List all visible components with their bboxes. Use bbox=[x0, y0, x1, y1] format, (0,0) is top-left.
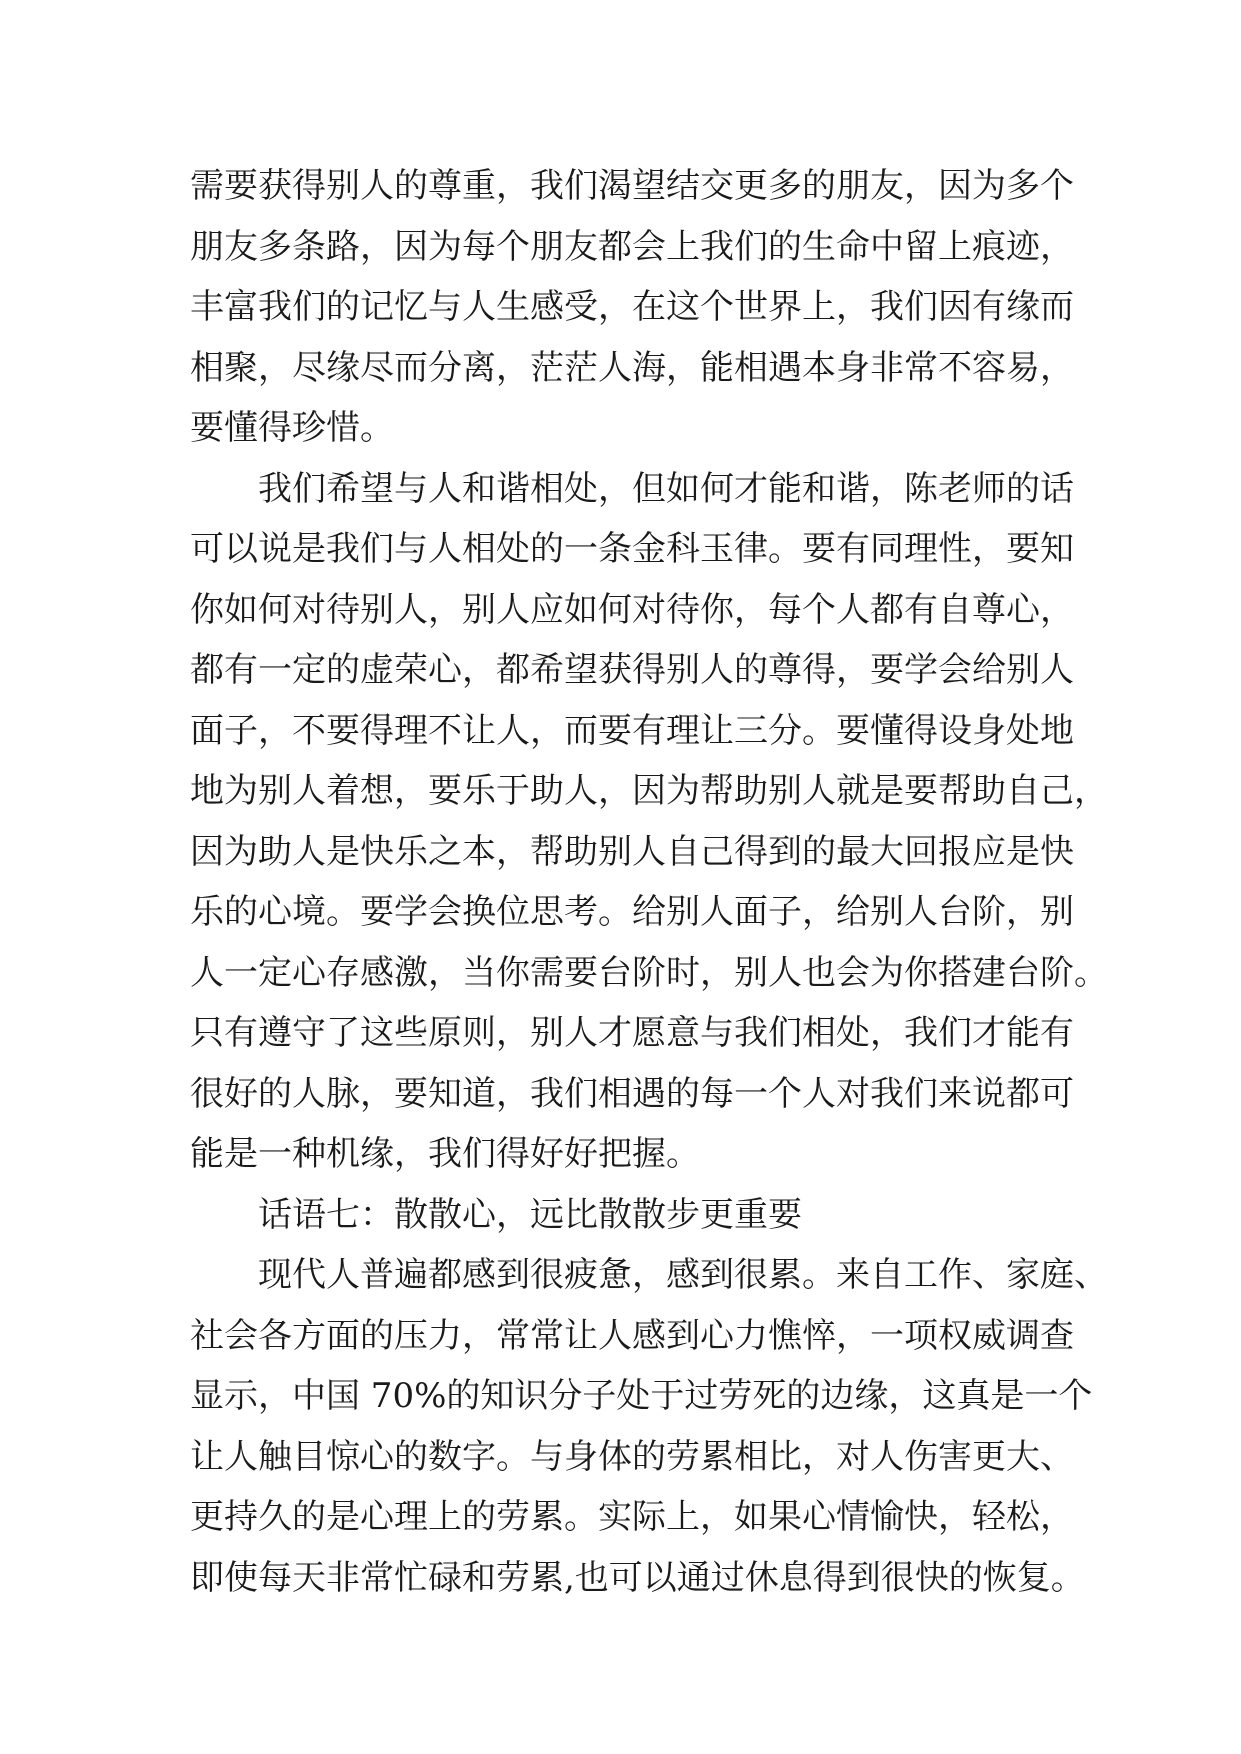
text-line: 丰富我们的记忆与人生感受，在这个世界上，我们因有缘而 bbox=[190, 287, 1074, 327]
text-line: 让人触目惊心的数字。与身体的劳累相比，对人伤害更大、 bbox=[190, 1436, 1074, 1477]
text-line: 人一定心存感激，当你需要台阶时，别人也会为你搭建台阶。 bbox=[190, 952, 1108, 993]
text-line: 社会各方面的压力，常常让人感到心力憔悴，一项权威调查 bbox=[190, 1315, 1074, 1356]
paragraph-first-line: 我们希望与人和谐相处，但如何才能和谐，陈老师的话 bbox=[258, 468, 1074, 509]
text-line: 更持久的是心理上的劳累。实际上，如果心情愉快，轻松， bbox=[190, 1497, 1074, 1537]
text-line: 可以说是我们与人相处的一条金科玉律。要有同理性，要知 bbox=[190, 529, 1074, 569]
text-line: 只有遵守了这些原则，别人才愿意与我们相处，我们才能有 bbox=[190, 1013, 1074, 1053]
text-line: 显示，中国 70%的知识分子处于过劳死的边缘，这真是一个 bbox=[190, 1376, 1093, 1416]
text-line: 即使每天非常忙碌和劳累,也可以通过休息得到很快的恢复。 bbox=[190, 1557, 1085, 1598]
text-line: 地为别人着想，要乐于助人，因为帮助别人就是要帮助自己， bbox=[190, 771, 1108, 811]
text-line: 要懂得珍惜。 bbox=[190, 408, 394, 448]
body-text bbox=[190, 156, 1108, 1608]
text-line: 相聚，尽缘尽而分离，茫茫人海，能相遇本身非常不容易， bbox=[190, 347, 1074, 388]
text-line: 因为助人是快乐之本，帮助别人自己得到的最大回报应是快 bbox=[190, 831, 1074, 872]
paragraph-first-line: 现代人普遍都感到很疲惫，感到很累。来自工作、家庭、 bbox=[258, 1255, 1108, 1295]
text-line: 很好的人脉，要知道，我们相遇的每一个人对我们来说都可 bbox=[190, 1073, 1074, 1114]
text-line: 朋友多条路，因为每个朋友都会上我们的生命中留上痕迹， bbox=[190, 226, 1074, 267]
section-heading: 话语七：散散心，远比散散步更重要 bbox=[258, 1194, 802, 1235]
text-line: 你如何对待别人，别人应如何对待你，每个人都有自尊心， bbox=[190, 589, 1074, 630]
text-line: 需要获得别人的尊重，我们渴望结交更多的朋友，因为多个 bbox=[190, 166, 1074, 206]
text-line: 面子，不要得理不让人，而要有理让三分。要懂得设身处地 bbox=[190, 710, 1074, 751]
text-line: 能是一种机缘，我们得好好把握。 bbox=[190, 1134, 700, 1174]
text-line: 乐的心境。要学会换位思考。给别人面子，给别人台阶，别 bbox=[190, 892, 1074, 932]
text-line: 都有一定的虚荣心，都希望获得别人的尊得，要学会给别人 bbox=[190, 650, 1074, 690]
